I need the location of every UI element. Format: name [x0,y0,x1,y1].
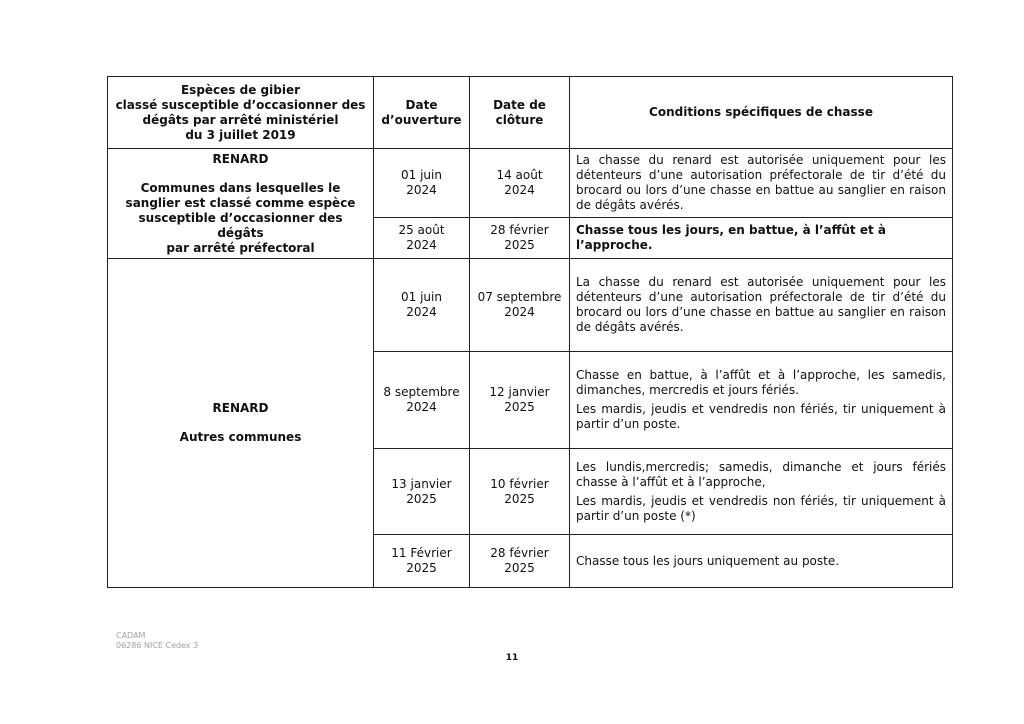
date-line: 2025 [504,400,535,414]
hunting-periods-table [107,76,953,588]
date-line: 07 septembre [477,290,562,304]
header-conditions [570,77,953,149]
species-cell [108,259,374,588]
communes-line: par arrêté préfectoral [166,240,315,255]
opening-date [374,535,470,588]
header-species-line: dégâts par arrêté ministériel [142,112,339,127]
conditions-cell [570,449,953,535]
conditions-text: Les mardis, jeudis et vendredis non fériés, tir uniquement à partir d’un poste (*) [576,493,946,523]
species-name: RENARD [212,401,269,415]
date-line: 01 juin [401,290,442,304]
date-line: 2024 [504,305,535,319]
conditions-text: Chasse tous les jours uniquement au poste. [576,553,840,568]
header-closing-line: Date de [493,97,546,112]
header-row [108,77,953,149]
date-line: 2025 [504,238,535,252]
header-opening-line: d’ouverture [381,112,462,127]
date-line: 11 Février [391,546,452,560]
conditions-cell [570,535,953,588]
date-line: 2024 [406,238,437,252]
table-row [108,149,953,218]
date-line: 10 février [490,476,549,491]
footer-line: 06286 NICE Cedex 3 [116,641,199,650]
opening-date [374,259,470,352]
date-line: 2024 [406,400,437,414]
closing-date [470,449,570,535]
date-line: 14 août [496,168,543,182]
date-line: 12 janvier [489,385,550,399]
closing-date [470,259,570,352]
opening-date [374,449,470,535]
closing-date [470,149,570,218]
conditions-text: Chasse en battue, à l’affût et à l’approche, les samedis, dimanches, mercredis et jours fériés. [576,368,946,397]
date-line: 2024 [504,183,535,197]
opening-date [374,352,470,449]
date-line: 2025 [504,491,535,506]
date-line: 28 février [490,223,549,237]
date-line: 2025 [504,561,535,575]
species-name: RENARD [212,151,269,166]
footer-line: CADAM [116,631,146,640]
date-line: 2024 [406,305,437,319]
communes-line: Communes dans lesquelles le [140,180,341,195]
header-opening-date [374,77,470,149]
header-opening-line: Date [405,97,438,112]
date-line: 01 juin [401,168,442,182]
conditions-text: Les lundis,mercredis; samedis, dimanche et jours fériés chasse à l’affût et à l’approche, [576,459,946,489]
header-species-line: Espèces de gibier [180,82,300,97]
date-line: 8 septembre [383,385,460,399]
communes-line: susceptible d’occasionner des dégâts [138,210,343,240]
date-line: 2025 [406,491,437,506]
date-line: 28 février [490,546,549,560]
footer-address [116,631,198,651]
opening-date [374,149,470,218]
date-line: 2024 [406,183,437,197]
conditions-cell [570,218,953,259]
closing-date [470,352,570,449]
conditions-text: La chasse du renard est autorisée uniquement pour les détenteurs d’une autorisation préfectorale de tir d’été du brocard ou lors d’une chasse en battue au sanglier en raison de dégâts avérés. [576,275,946,334]
conditions-text: Les mardis, jeudis et vendredis non fériés, tir uniquement à partir d’un poste. [576,402,946,431]
page-number: 11 [505,653,519,663]
communes-line: Autres communes [179,430,302,444]
table-row [108,259,953,352]
header-conditions-label: Conditions spécifiques de chasse [649,105,873,119]
conditions-cell [570,352,953,449]
conditions-cell [570,149,953,218]
header-closing-line: clôture [495,112,544,127]
header-species-line: du 3 juillet 2019 [185,127,296,142]
closing-date [470,535,570,588]
header-species [108,77,374,149]
closing-date [470,218,570,259]
header-closing-date [470,77,570,149]
date-line: 13 janvier [391,476,452,491]
conditions-cell [570,259,953,352]
opening-date [374,218,470,259]
conditions-text: La chasse du renard est autorisée uniquement pour les détenteurs d’une autorisation préfectorale de tir d’été du brocard ou lors d’une chasse en battue au sanglier en raison de dégâts avérés. [576,153,946,212]
date-line: 25 août [398,223,445,237]
species-cell [108,149,374,259]
conditions-text: Chasse tous les jours, en battue, à l’affût et à l’approche. [576,223,886,252]
communes-line: sanglier est classé comme espèce [125,195,356,210]
date-line: 2025 [406,561,437,575]
header-species-line: classé susceptible d’occasionner des [115,97,366,112]
